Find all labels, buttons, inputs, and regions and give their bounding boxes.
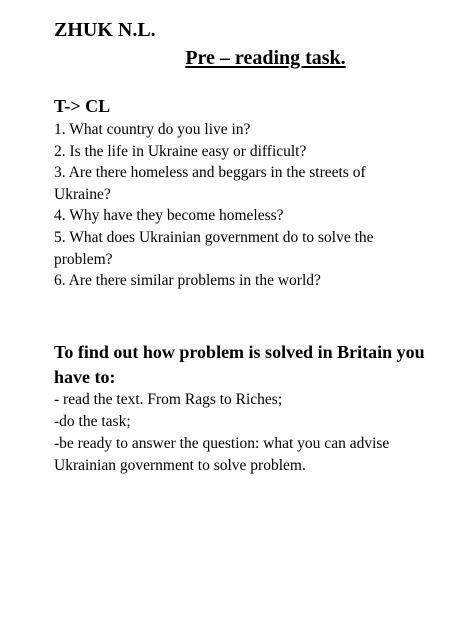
question-item: 6. Are there similar problems in the world? xyxy=(54,272,321,290)
page-title xyxy=(0,46,453,70)
question-item: 5. What does Ukrainian government do to solve the problem? xyxy=(54,228,374,268)
question-list xyxy=(54,119,424,292)
section-heading: To find out how problem is solved in Britain you have to: xyxy=(54,342,425,387)
task-step-item: - read the text. From Rags to Riches; xyxy=(54,391,283,408)
task-step-item: -do the task; xyxy=(54,413,131,430)
task-step-item: -be ready to answer the question: what you can advise Ukrainian government to solve problem. xyxy=(54,435,390,474)
question-item: 3. Are there homeless and beggars in the streets of Ukraine? xyxy=(54,164,366,203)
question-item: 1. What country do you live in? xyxy=(54,121,251,138)
question-item: 4. Why have they become homeless? xyxy=(54,207,284,225)
interaction-mode-label: T-> CL xyxy=(54,96,111,116)
author-name: ZHUK N.L. xyxy=(54,19,156,41)
page-title-text: Pre – reading task. xyxy=(185,47,346,69)
task-steps-list xyxy=(54,389,429,477)
question-item: 2. Is the life in Ukraine easy or difficult? xyxy=(54,142,307,160)
